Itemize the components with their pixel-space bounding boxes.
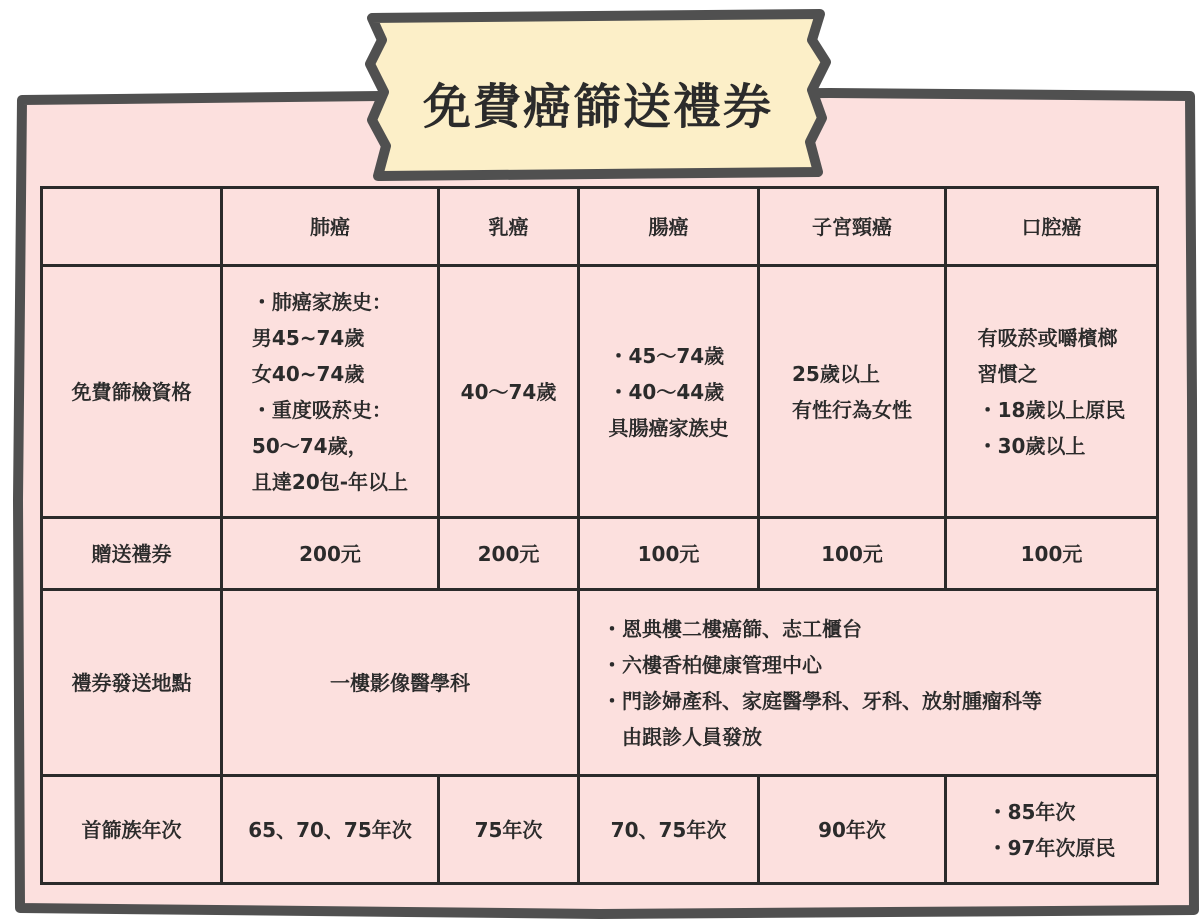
location-label: 禮券發送地點 — [42, 590, 222, 776]
first-screen-oral: ・85年次 ・97年次原民 — [946, 776, 1158, 884]
voucher-oral: 100元 — [946, 518, 1158, 590]
eligibility-colon: ・45～74歲 ・40～44歲 具腸癌家族史 — [579, 266, 759, 518]
screening-table — [40, 186, 1159, 885]
location-imaging: 一樓影像醫學科 — [222, 590, 579, 776]
eligibility-label: 免費篩檢資格 — [42, 266, 222, 518]
header-colon: 腸癌 — [579, 188, 759, 266]
eligibility-oral: 有吸菸或嚼檳榔 習慣之 ・18歲以上原民 ・30歲以上 — [946, 266, 1158, 518]
location-row — [42, 590, 1158, 776]
first-screen-cervical: 90年次 — [759, 776, 946, 884]
corner-cell — [42, 188, 222, 266]
first-screen-colon: 70、75年次 — [579, 776, 759, 884]
first-screen-label: 首篩族年次 — [42, 776, 222, 884]
location-other: ・恩典樓二樓癌篩、志工櫃台 ・六樓香柏健康管理中心 ・門診婦產科、家庭醫學科、牙科、放射腫瘤科等 由跟診人員發放 — [579, 590, 1158, 776]
first-screen-breast: 75年次 — [439, 776, 579, 884]
eligibility-row — [42, 266, 1158, 518]
voucher-cervical: 100元 — [759, 518, 946, 590]
header-row — [42, 188, 1158, 266]
voucher-breast: 200元 — [439, 518, 579, 590]
eligibility-cervical: 25歲以上 有性行為女性 — [759, 266, 946, 518]
voucher-colon: 100元 — [579, 518, 759, 590]
header-cervical: 子宮頸癌 — [759, 188, 946, 266]
first-screen-lung: 65、70、75年次 — [222, 776, 439, 884]
header-oral: 口腔癌 — [946, 188, 1158, 266]
voucher-lung: 200元 — [222, 518, 439, 590]
voucher-label: 贈送禮券 — [42, 518, 222, 590]
header-lung: 肺癌 — [222, 188, 439, 266]
first-screen-row — [42, 776, 1158, 884]
eligibility-breast: 40～74歲 — [439, 266, 579, 518]
page-title: 免費癌篩送禮券 — [422, 78, 773, 135]
eligibility-lung: ・肺癌家族史： 男45~74歲 女40~74歲 ・重度吸菸史： 50～74歲， 且達20包-年以上 — [222, 266, 439, 518]
header-breast: 乳癌 — [439, 188, 579, 266]
voucher-row — [42, 518, 1158, 590]
